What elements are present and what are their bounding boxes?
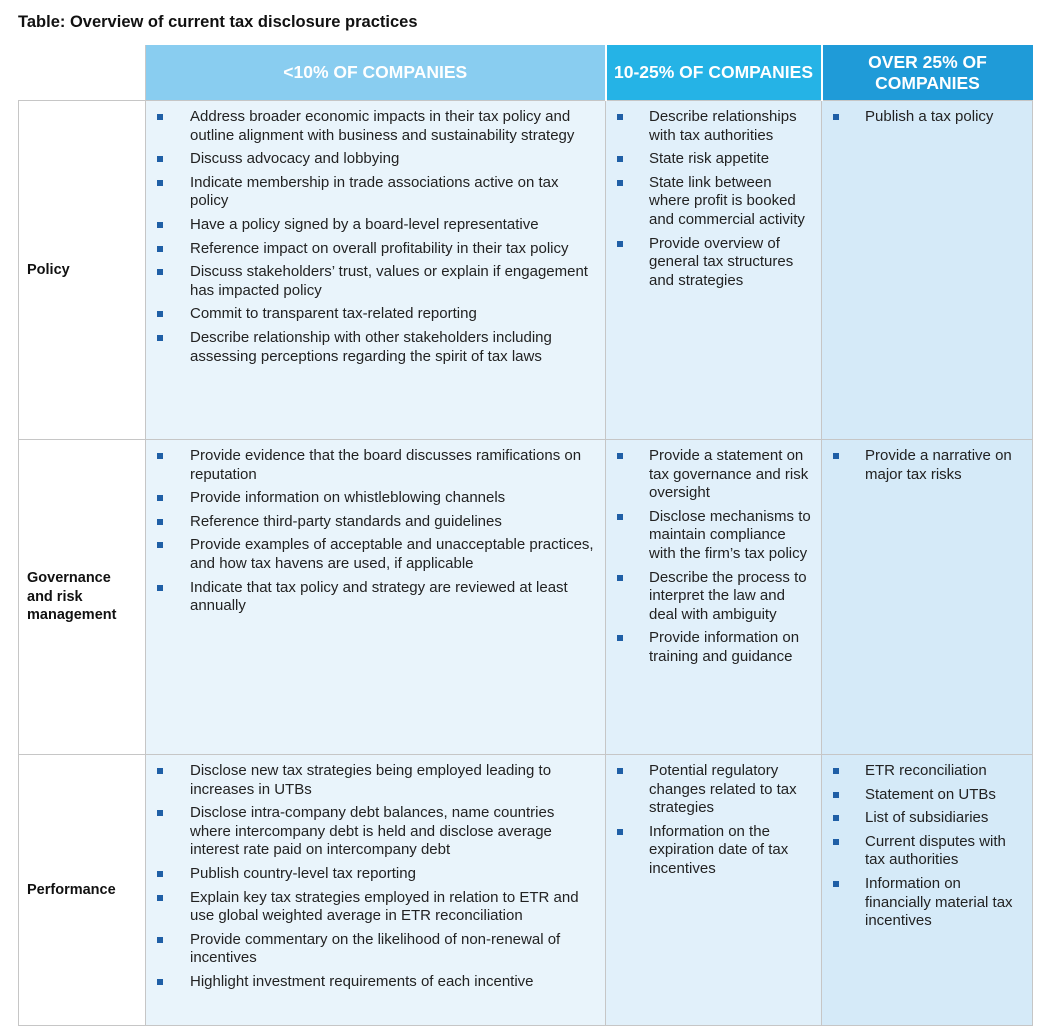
list-item: Disclose mechanisms to maintain compliance with the firm’s tax policy <box>607 508 814 564</box>
bullet-list <box>147 756 604 1005</box>
list-item: ETR reconciliation <box>823 762 1025 781</box>
list-item: State link between where profit is booked and commercial activity <box>607 174 814 230</box>
bullet-list <box>823 756 1031 944</box>
list-item: Describe relationships with tax authorities <box>607 108 814 145</box>
list-item: Describe the process to interpret the law and deal with ambiguity <box>607 569 814 625</box>
bullet-list <box>607 756 820 892</box>
list-item: Explain key tax strategies employed in relation to ETR and use global weighted average in ETR reconciliation <box>147 889 598 926</box>
list-item: Discuss stakeholders’ trust, values or explain if engagement has impacted policy <box>147 263 598 300</box>
list-item: Describe relationship with other stakeholders including assessing perceptions regarding the spirit of tax laws <box>147 329 598 366</box>
list-item: Provide overview of general tax structures and strategies <box>607 235 814 291</box>
list-item: Disclose new tax strategies being employed leading to increases in UTBs <box>147 762 598 799</box>
column-header-under-10: <10% OF COMPANIES <box>146 45 606 101</box>
list-item: Address broader economic impacts in their tax policy and outline alignment with business and sustainability strategy <box>147 108 598 145</box>
row-label-performance: Performance <box>19 755 146 1026</box>
cell-governance-under-10 <box>146 440 606 755</box>
bullet-list <box>607 441 820 680</box>
disclosure-practices-table <box>18 45 1033 1026</box>
bullet-list <box>147 102 604 379</box>
list-item: Publish country-level tax reporting <box>147 865 598 884</box>
list-item: Indicate that tax policy and strategy are reviewed at least annually <box>147 579 598 616</box>
list-item: Provide commentary on the likelihood of non-renewal of incentives <box>147 931 598 968</box>
cell-policy-over-25 <box>822 101 1033 440</box>
column-header-over-25: OVER 25% OF COMPANIES <box>822 45 1033 101</box>
table-title: Table: Overview of current tax disclosure practices <box>18 13 418 31</box>
table-row-policy <box>19 101 1033 440</box>
table-row-governance <box>19 440 1033 755</box>
cell-performance-under-10 <box>146 755 606 1026</box>
list-item: Have a policy signed by a board-level representative <box>147 216 598 235</box>
list-item: Provide a statement on tax governance and risk oversight <box>607 447 814 503</box>
list-item: Discuss advocacy and lobbying <box>147 150 598 169</box>
bullet-list <box>607 102 820 303</box>
list-item: Provide a narrative on major tax risks <box>823 447 1025 484</box>
list-item: State risk appetite <box>607 150 814 169</box>
list-item: Reference impact on overall profitability in their tax policy <box>147 240 598 259</box>
list-item: List of subsidiaries <box>823 809 1025 828</box>
list-item: Information on the expiration date of tax incentives <box>607 823 814 879</box>
list-item: Provide information on training and guidance <box>607 629 814 666</box>
list-item: Indicate membership in trade associations active on tax policy <box>147 174 598 211</box>
list-item: Publish a tax policy <box>823 108 1025 127</box>
list-item: Provide evidence that the board discusses ramifications on reputation <box>147 447 598 484</box>
list-item: Commit to transparent tax-related reporting <box>147 305 598 324</box>
list-item: Provide examples of acceptable and unacceptable practices, and how tax havens are used, if applicable <box>147 536 598 573</box>
row-label-governance: Governance and risk management <box>19 440 146 755</box>
list-item: Current disputes with tax authorities <box>823 833 1025 870</box>
list-item: Reference third-party standards and guidelines <box>147 513 598 532</box>
bullet-list <box>823 441 1031 497</box>
cell-performance-over-25 <box>822 755 1033 1026</box>
bullet-list <box>823 102 1031 140</box>
row-label-policy: Policy <box>19 101 146 440</box>
list-item: Provide information on whistleblowing channels <box>147 489 598 508</box>
bullet-list <box>147 441 604 629</box>
header-corner <box>19 45 146 101</box>
cell-governance-over-25 <box>822 440 1033 755</box>
cell-performance-10-25 <box>606 755 822 1026</box>
list-item: Statement on UTBs <box>823 786 1025 805</box>
cell-governance-10-25 <box>606 440 822 755</box>
cell-policy-10-25 <box>606 101 822 440</box>
column-header-10-25: 10-25% OF COMPANIES <box>606 45 822 101</box>
list-item: Highlight investment requirements of each incentive <box>147 973 598 992</box>
cell-policy-under-10 <box>146 101 606 440</box>
table-row-performance <box>19 755 1033 1026</box>
list-item: Potential regulatory changes related to tax strategies <box>607 762 814 818</box>
header-row <box>19 45 1033 101</box>
list-item: Disclose intra-company debt balances, name countries where intercompany debt is held and disclose average interest rate paid on intercompany debt <box>147 804 598 860</box>
list-item: Information on financially material tax incentives <box>823 875 1025 931</box>
